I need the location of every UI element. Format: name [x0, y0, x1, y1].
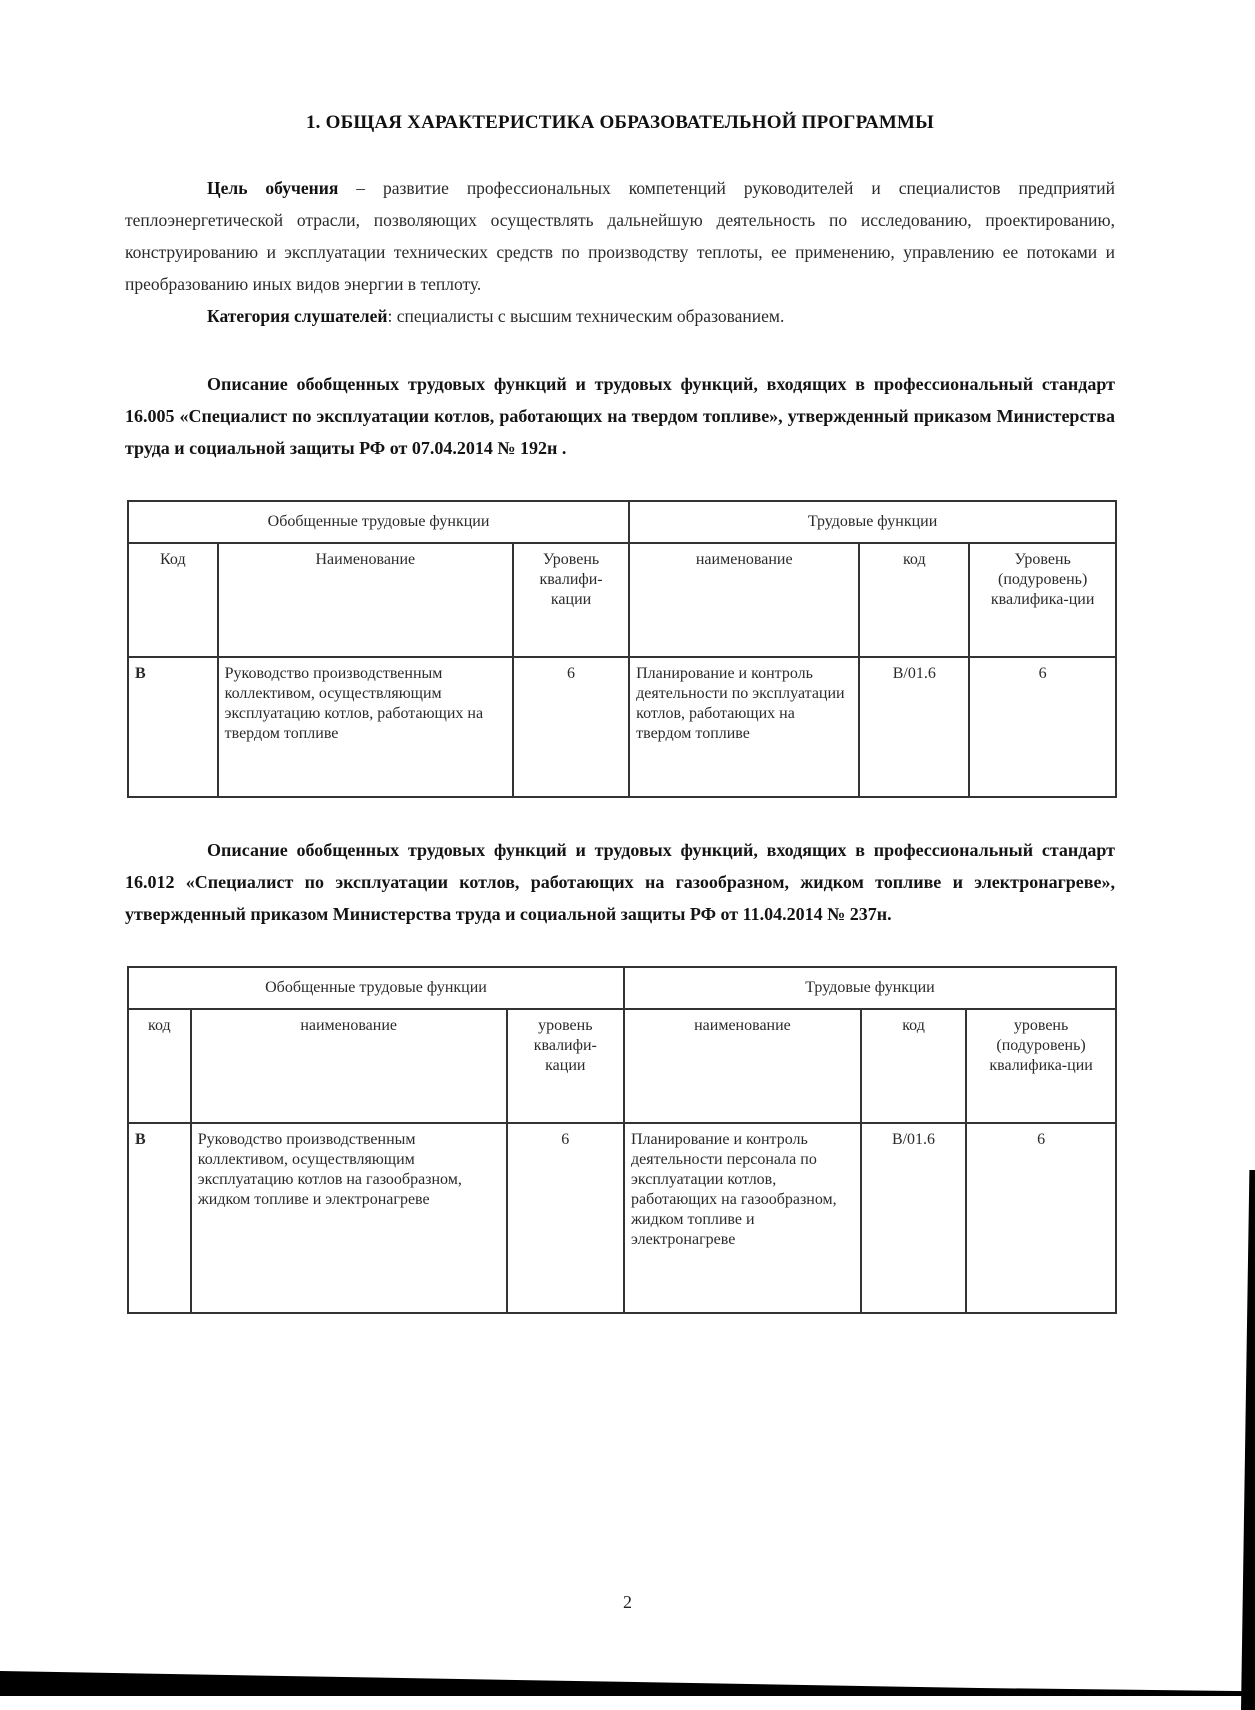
- audience-text: : специалисты с высшим техническим образованием.: [387, 306, 785, 326]
- cell-func-name: Планирование и контроль деятельности персонала по эксплуатации котлов, работающих на газообразном, жидком топливе и электронагреве: [624, 1123, 861, 1313]
- col-header-func-level: Уровень (подуровень) квалифика-ции: [969, 543, 1116, 657]
- functions-table-16-005: [127, 500, 1117, 798]
- col-header-func-code: код: [861, 1009, 966, 1123]
- cell-gen-code: В: [128, 1123, 191, 1313]
- cell-func-level: 6: [969, 657, 1116, 797]
- functions-table-16-012: [127, 966, 1117, 1314]
- audience-label: Категория слушателей: [207, 306, 388, 326]
- standard-heading-16-005: Описание обобщенных трудовых функций и трудовых функций, входящих в профессиональный стандарт 16.005 «Специалист по эксплуатации котлов, работающих на твердом топливе», утвержденный приказом Министерства труда и социальной защиты РФ от 07.04.2014 № 192н .: [125, 374, 1115, 458]
- col-header-func-code: код: [859, 543, 969, 657]
- col-header-func-name: наименование: [624, 1009, 861, 1123]
- cell-func-level: 6: [966, 1123, 1116, 1313]
- col-header-func-level: уровень (подуровень) квалифика-ции: [966, 1009, 1116, 1123]
- page-number: 2: [623, 1592, 632, 1612]
- col-header-name: Наименование: [218, 543, 513, 657]
- col-header-code: Код: [128, 543, 218, 657]
- cell-func-code: В/01.6: [859, 657, 969, 797]
- scan-edge-right: [1241, 1170, 1255, 1710]
- col-header-code: код: [128, 1009, 191, 1123]
- standard-heading-16-012: Описание обобщенных трудовых функций и трудовых функций, входящих в профессиональный стандарт 16.012 «Специалист по эксплуатации котлов, работающих на газообразном, жидком топливе и электронагреве», утвержденный приказом Министерства труда и социальной защиты РФ от 11.04.2014 № 237н.: [125, 840, 1115, 924]
- audience-paragraph: [125, 300, 1115, 332]
- col-header-func-name: наименование: [629, 543, 859, 657]
- col-header-name: наименование: [191, 1009, 507, 1123]
- cell-gen-name: Руководство производственным коллективом, осуществляющим эксплуатацию котлов на газообразном, жидком топливе и электронагреве: [191, 1123, 507, 1313]
- col-header-level: Уровень квалифи-кации: [513, 543, 629, 657]
- group-header-functions: Трудовые функции: [629, 501, 1116, 543]
- group-header-functions: Трудовые функции: [624, 967, 1116, 1009]
- goal-label: Цель обучения: [207, 178, 339, 198]
- scan-edge-bottom: [0, 1664, 1255, 1696]
- section-title: 1. ОБЩАЯ ХАРАКТЕРИСТИКА ОБРАЗОВАТЕЛЬНОЙ ПРОГРАММЫ: [305, 112, 935, 133]
- table-row: [128, 1123, 1116, 1313]
- table-row: [128, 657, 1116, 797]
- document-page: [125, 112, 1115, 1314]
- cell-func-code: В/01.6: [861, 1123, 966, 1313]
- cell-gen-level: 6: [513, 657, 629, 797]
- cell-func-name: Планирование и контроль деятельности по эксплуатации котлов, работающих на твердом топливе: [629, 657, 859, 797]
- col-header-level: уровень квалифи-кации: [507, 1009, 624, 1123]
- cell-gen-name: Руководство производственным коллективом, осуществляющим эксплуатацию котлов, работающих на твердом топливе: [218, 657, 513, 797]
- group-header-generalized: Обобщенные трудовые функции: [128, 501, 629, 543]
- goal-paragraph: [125, 172, 1115, 300]
- group-header-generalized: Обобщенные трудовые функции: [128, 967, 624, 1009]
- cell-gen-level: 6: [507, 1123, 624, 1313]
- goal-text: – развитие профессиональных компетенций руководителей и специалистов предприятий теплоэнергетической отрасли, позволяющих осуществлять дальнейшую деятельность по исследованию, проектированию, конструированию и эксплуатации технических средств по производству теплоты, ее применению, управлению ее потоками и преобразованию иных видов энергии в теплоту.: [125, 178, 1115, 294]
- cell-gen-code: В: [128, 657, 218, 797]
